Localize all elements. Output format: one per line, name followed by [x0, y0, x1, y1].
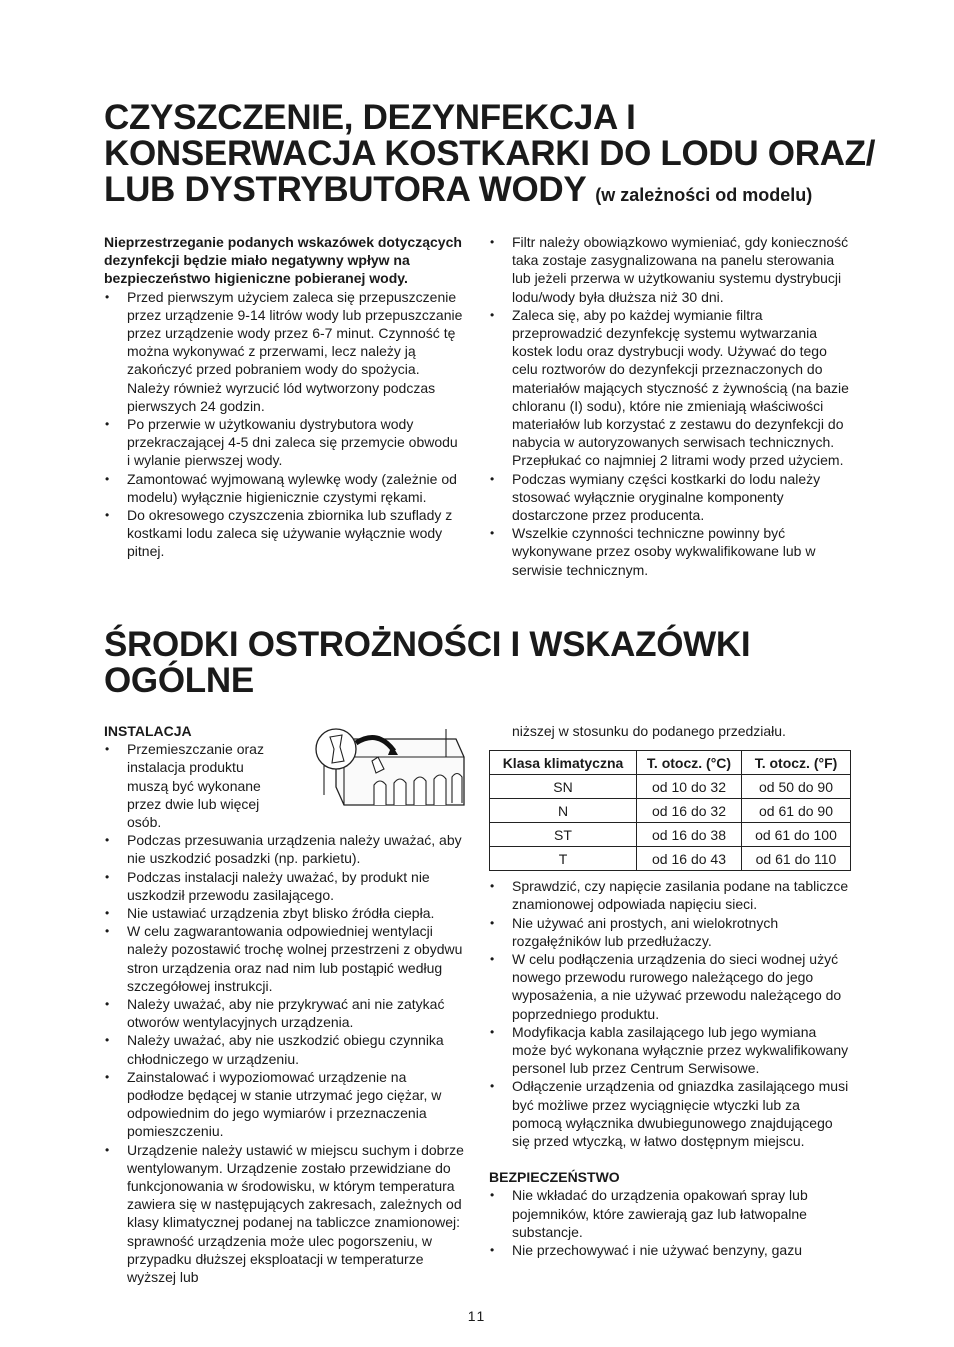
- table-cell: ST: [490, 823, 637, 847]
- table-cell: N: [490, 799, 637, 823]
- table-header: T. otocz. (°C): [637, 751, 742, 775]
- list-item: • Nie przechowywać i nie używać benzyny, gazu: [489, 1241, 851, 1259]
- section-title-cleaning: CZYSZCZENIE, DEZYNFEKCJA I KONSERWACJA KOSTKARKI DO LODU ORAZ/ LUB DYSTRYBUTORA WODY (w zależności od modelu): [104, 98, 876, 209]
- table-cell: T: [490, 847, 637, 871]
- table-row: [490, 823, 851, 847]
- list-item: • Przemieszczanie oraz instalacja produktu muszą być wykonane przez dwie lub więcej osób.: [104, 740, 277, 831]
- list-item: • Do okresowego czyszczenia zbiornika lub szuflady z kostkami lodu zaleca się używanie wyłącznie wody pitnej.: [104, 506, 464, 561]
- section-spacer: [489, 1150, 851, 1168]
- cleaning-intro: Nieprzestrzeganie podanych wskazówek dotyczących dezynfekcji będzie miało negatywny wpływ na bezpieczeństwo higieniczne pobieranej wody.: [104, 234, 462, 287]
- section-title-precautions: ŚRODKI OSTROŻNOŚCI I WSKAZÓWKI OGÓLNE: [104, 625, 751, 700]
- list-item: • Podczas wymiany części kostkarki do lodu należy stosować wyłącznie oryginalne komponenty dostarczone przez producenta.: [489, 470, 851, 525]
- list-item: • Podczas instalacji należy uważać, by produkt nie uszkodził przewodu zasilającego.: [104, 868, 464, 904]
- cleaning-left-column: [104, 233, 464, 561]
- list-item: • Zainstalować i wypoziomować urządzenie na podłodze będącej w stanie utrzymać jego ciężar, w odpowiednim do jego wymiarów i przeznaczenia pomieszczeniu.: [104, 1068, 464, 1141]
- two-person-lifting-illustration: [306, 725, 468, 807]
- list-item: • Przed pierwszym użyciem zaleca się przepuszczenie przez urządzenie 9-14 litrów wody lub przepuszczanie przez urządzenie wody przez 6-7 minut. Czynność tę można wykonywać z przerwami, lecz należy ją zakończyć przed pobraniem wody do spożycia. Należy również wyrzucić lód wytworzony podczas pierwszych 24 godzin.: [104, 288, 464, 415]
- list-item: • Należy uważać, aby nie przykrywać ani nie zatykać otworów wentylacyjnych urządzenia.: [104, 995, 464, 1031]
- installation-heading: INSTALACJA: [104, 723, 192, 739]
- list-item: • Wszelkie czynności techniczne powinny być wykonywane przez osoby wykwalifikowane lub w serwisie technicznym.: [489, 524, 851, 579]
- list-item: • Nie wkładać do urządzenia opakowań spray lub pojemników, które zawierają gaz lub łatwopalne substancje.: [489, 1186, 851, 1241]
- list-item: • Nie używać ani prostych, ani wielokrotnych rozgałęźników lub przedłużaczy.: [489, 914, 851, 950]
- list-item: • W celu podłączenia urządzenia do sieci wodnej użyć nowego przewodu rurowego należącego do jego wyposażenia, a nie używać przewodu należącego do poprzedniego produktu.: [489, 950, 851, 1023]
- table-row: [490, 847, 851, 871]
- table-cell: od 61 do 110: [742, 847, 851, 871]
- list-item: • Należy uważać, aby nie uszkodzić obiegu czynnika chłodniczego w urządzeniu.: [104, 1031, 464, 1067]
- cleaning-right-list: [489, 233, 851, 579]
- safety-list: [489, 1186, 851, 1259]
- list-item: • Nie ustawiać urządzenia zbyt blisko źródła ciepła.: [104, 904, 464, 922]
- table-cell: od 61 do 90: [742, 799, 851, 823]
- safety-heading: BEZPIECZEŃSTWO: [489, 1169, 620, 1186]
- cleaning-right-column: [489, 233, 851, 579]
- table-cell: od 16 do 38: [637, 823, 742, 847]
- table-header: T. otocz. (°F): [742, 751, 851, 775]
- table-row: [490, 775, 851, 799]
- table-cell: od 16 do 43: [637, 847, 742, 871]
- list-item: • Urządzenie należy ustawić w miejscu suchym i dobrze wentylowanym. Urządzenie zostało przewidziane do funkcjonowania w środowisku, w którym temperatura zawiera się w następujących zakresach, zależnych od klasy klimatycznej podanej na tabliczce znamionowej: sprawność urządzenia może ulec pogorszeniu, w przypadku dłuższej eksploatacji w temperaturze wyższej lub: [104, 1141, 464, 1287]
- table-cell: od 50 do 90: [742, 775, 851, 799]
- list-item: • Filtr należy obowiązkowo wymieniać, gdy konieczność taka zostaje zasygnalizowana na panelu sterowania lub jeżeli przerwa w użytkowaniu systemu dystrybucji lodu/wody była dłuższa niż 30 dni.: [489, 233, 851, 306]
- list-item: • W celu zagwarantowania odpowiedniej wentylacji należy pozostawić trochę wolnej przestrzeni z obydwu stron urządzenia oraz nad nim lub postąpić według szczegółowej instrukcji.: [104, 922, 464, 995]
- table-cell: od 61 do 100: [742, 823, 851, 847]
- table-cell: SN: [490, 775, 637, 799]
- list-item: • Zamontować wyjmowaną wylewkę wody (zależnie od modelu) wyłącznie higienicznie czystymi rękami.: [104, 470, 464, 506]
- table-header: Klasa klimatyczna: [490, 751, 637, 775]
- power-safety-column: [489, 722, 851, 1259]
- list-item: • Zaleca się, aby po każdej wymianie filtra przeprowadzić dezynfekcję systemu wytwarzania kostek lodu oraz dystrybucji wody. Używać do tego celu roztworów do dezynfekcji przeznaczonych do materiałów mających styczność z żywnością (na bazie chloranu (I) sodu), które nie zmieniają właściwości materiałów lub korzystać z zestawu do dezynfekcji do nabycia w autoryzowanych serwisach technicznych. Przepłukać co najmniej 2 litrami wody przed użyciem.: [489, 306, 851, 470]
- table-row: [490, 799, 851, 823]
- power-list: [489, 877, 851, 1150]
- cleaning-left-list: [104, 288, 464, 561]
- installation-list: [104, 740, 464, 1286]
- table-cell: od 10 do 32: [637, 775, 742, 799]
- list-item: • Po przerwie w użytkowaniu dystrybutora wody przekraczającej 4-5 dni zaleca się przemycie obwodu i wylanie pierwszej wody.: [104, 415, 464, 470]
- climate-class-table: [489, 750, 851, 871]
- section-title-subtitle: (w zależności od modelu): [595, 185, 813, 205]
- list-item: • Odłączenie urządzenia od gniazdka zasilającego musi być możliwe przez wyciągnięcie wtyczki lub za pomocą wyłącznika dwubiegunowego znajdującego się przed wtyczką, w łatwo dostępnym miejscu.: [489, 1077, 851, 1150]
- table-header-row: [490, 751, 851, 775]
- list-item: • Sprawdzić, czy napięcie zasilania podane na tabliczce znamionowej odpowiada napięciu sieci.: [489, 877, 851, 913]
- table-cell: od 16 do 32: [637, 799, 742, 823]
- installation-continuation: niższej w stosunku do podanego przedziału.: [512, 723, 786, 739]
- list-item: • Podczas przesuwania urządzenia należy uważać, aby nie uszkodzić posadzki (np. parkietu).: [104, 831, 464, 867]
- list-item: • Modyfikacja kabla zasilającego lub jego wymiana może być wykonana wyłącznie przez wykwalifikowany personel lub przez Centrum Serwisowe.: [489, 1023, 851, 1078]
- page-number: 11: [467, 1308, 487, 1324]
